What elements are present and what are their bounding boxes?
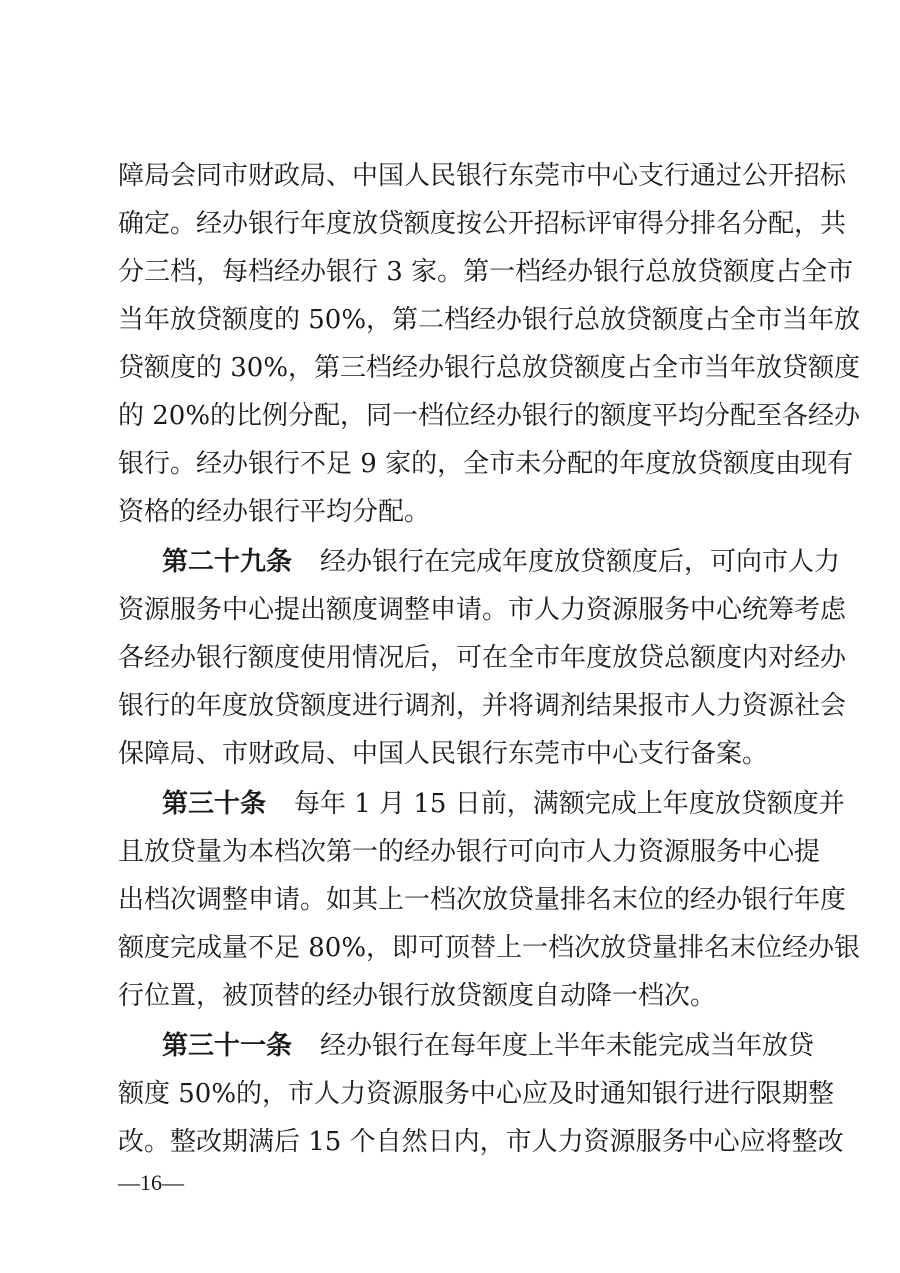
body-line: 银行的年度放贷额度进行调剂，并将调剂结果报市人力资源社会 (118, 691, 847, 721)
body-line: 出档次调整申请。如其上一档次放贷量排名末位的经办银行年度 (118, 885, 847, 915)
article-31-heading: 第三十一条 (162, 1031, 293, 1061)
body-line: 保障局、市财政局、中国人民银行东莞市中心支行备案。 (118, 739, 769, 769)
article-30-first-line (162, 784, 845, 824)
article-31-first-line (162, 1026, 815, 1066)
article-30-heading: 第三十条 (162, 789, 267, 819)
body-line: 分三档，每档经办银行 3 家。第一档经办银行总放贷额度占全市 (118, 257, 854, 287)
body-line: 改。整改期满后 15 个自然日内，市人力资源服务中心应将整改 (118, 1127, 844, 1157)
body-line: 额度完成量不足 80%，即可顶替上一档次放贷量排名末位经办银 (118, 933, 861, 963)
body-text: 经办银行在每年度上半年未能完成当年放贷 (320, 1031, 815, 1061)
article-29-first-line (162, 542, 841, 582)
body-line: 资格的经办银行平均分配。 (118, 497, 431, 527)
body-line: 行位置，被顶替的经办银行放贷额度自动降一档次。 (118, 981, 717, 1011)
body-text: 每年 1 月 15 日前，满额完成上年度放贷额度并 (294, 789, 845, 819)
article-29-heading: 第二十九条 (162, 547, 293, 577)
body-line: 当年放贷额度的 50%，第二档经办银行总放贷额度占全市当年放 (118, 305, 861, 335)
body-line: 且放贷量为本档次第一的经办银行可向市人力资源服务中心提 (118, 837, 821, 867)
body-line: 资源服务中心提出额度调整申请。市人力资源服务中心统筹考虑 (118, 595, 847, 625)
body-line: 额度 50%的，市人力资源服务中心应及时通知银行进行限期整 (118, 1079, 835, 1109)
body-line: 各经办银行额度使用情况后，可在全市年度放贷总额度内对经办 (118, 643, 847, 673)
body-text: 经办银行在完成年度放贷额度后，可向市人力 (320, 547, 841, 577)
body-line: 银行。经办银行不足 9 家的，全市未分配的年度放贷额度由现有 (118, 449, 854, 479)
body-line: 贷额度的 30%，第三档经办银行总放贷额度占全市当年放贷额度 (118, 353, 861, 383)
body-line: 障局会同市财政局、中国人民银行东莞市中心支行通过公开招标 (118, 161, 847, 191)
body-line: 确定。经办银行年度放贷额度按公开招标评审得分排名分配，共 (118, 209, 847, 239)
body-line: 的 20%的比例分配，同一档位经办银行的额度平均分配至各经办 (118, 401, 861, 431)
page-number: —16— (118, 1170, 184, 1195)
